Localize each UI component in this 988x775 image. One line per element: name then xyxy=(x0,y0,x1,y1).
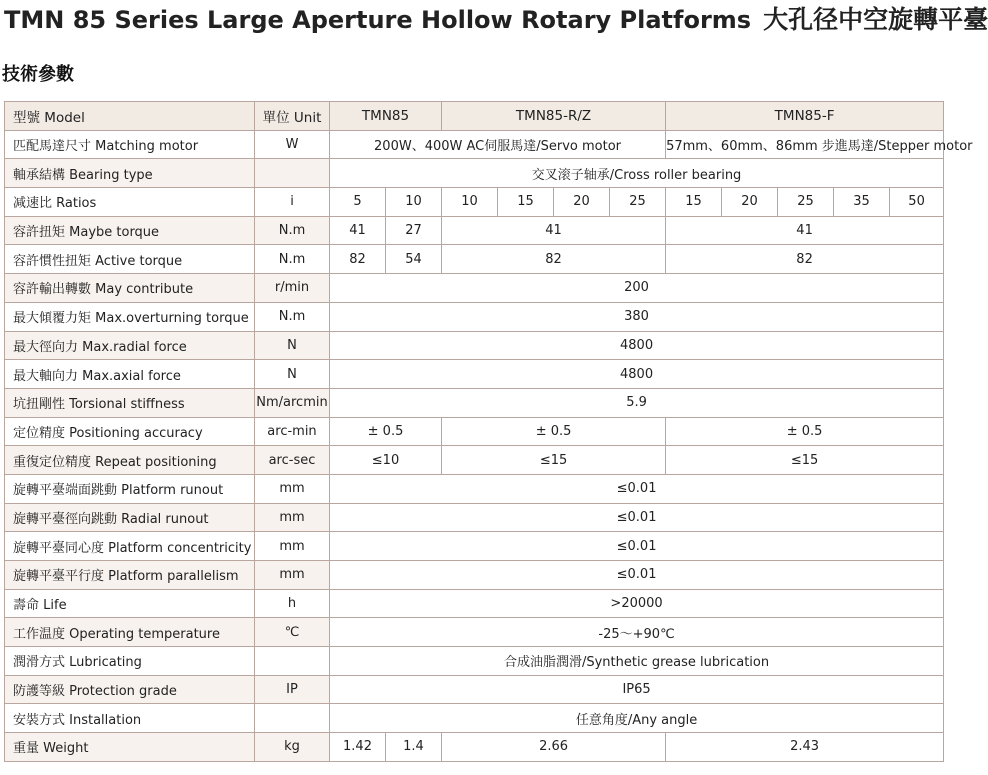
header-model: 型號 Model xyxy=(5,102,255,131)
row-label: 潤滑方式 Lubricating xyxy=(5,647,255,676)
row-unit: N.m xyxy=(255,245,330,274)
title-chinese: 大孔径中空旋轉平臺 xyxy=(763,5,988,34)
cell-value: 82 xyxy=(442,245,666,274)
cell-value: ≤0.01 xyxy=(330,503,944,532)
header-tmn85-f: TMN85-F xyxy=(666,102,944,131)
cell-ratio: 50 xyxy=(890,188,944,217)
page-title xyxy=(4,2,988,38)
table-row xyxy=(5,130,944,159)
cell-value: ≤15 xyxy=(442,446,666,475)
header-row xyxy=(5,102,944,131)
cell-ratio: 5 xyxy=(330,188,386,217)
cell-value: ≤10 xyxy=(330,446,442,475)
table-row xyxy=(5,532,944,561)
row-unit xyxy=(255,704,330,733)
row-label: 安裝方式 Installation xyxy=(5,704,255,733)
table-row xyxy=(5,216,944,245)
cell-value: 5.9 xyxy=(330,388,944,417)
row-label: 軸承結構 Bearing type xyxy=(5,159,255,188)
table-row xyxy=(5,159,944,188)
row-label: 减速比 Ratios xyxy=(5,188,255,217)
table-row xyxy=(5,704,944,733)
cell-value: 合成油脂潤滑/Synthetic grease lubrication xyxy=(330,647,944,676)
cell-value: ± 0.5 xyxy=(666,417,944,446)
cell-ratio: 35 xyxy=(834,188,890,217)
row-unit: IP xyxy=(255,675,330,704)
cell-ratio: 10 xyxy=(442,188,498,217)
row-unit: h xyxy=(255,589,330,618)
table-row xyxy=(5,245,944,274)
cell-value: 54 xyxy=(386,245,442,274)
table-row xyxy=(5,647,944,676)
table-row xyxy=(5,302,944,331)
cell-ratio: 15 xyxy=(666,188,722,217)
row-unit: mm xyxy=(255,474,330,503)
cell-value: ≤0.01 xyxy=(330,532,944,561)
spec-table xyxy=(4,101,973,762)
row-label: 防護等級 Protection grade xyxy=(5,675,255,704)
cell-value: ≤0.01 xyxy=(330,561,944,590)
table-row xyxy=(5,675,944,704)
row-label: 坑扭剛性 Torsional stiffness xyxy=(5,388,255,417)
cell-value: 4800 xyxy=(330,331,944,360)
table-row xyxy=(5,188,944,217)
row-unit xyxy=(255,159,330,188)
row-label: 重復定位精度 Repeat positioning xyxy=(5,446,255,475)
section-title: 技術參數 xyxy=(2,64,74,85)
cell-value: ≤0.01 xyxy=(330,474,944,503)
row-unit: N xyxy=(255,360,330,389)
cell-value: 1.4 xyxy=(386,733,442,762)
cell-ratio: 25 xyxy=(610,188,666,217)
cell-value: 380 xyxy=(330,302,944,331)
row-label: 重量 Weight xyxy=(5,733,255,762)
table-row xyxy=(5,360,944,389)
row-unit: N xyxy=(255,331,330,360)
cell-value: 2.66 xyxy=(442,733,666,762)
row-label: 旋轉平臺端面跳動 Platform runout xyxy=(5,474,255,503)
row-label: 旋轉平臺平行度 Platform parallelism xyxy=(5,561,255,590)
cell-ratio: 15 xyxy=(498,188,554,217)
table-row xyxy=(5,388,944,417)
cell-value: ± 0.5 xyxy=(442,417,666,446)
row-unit: W xyxy=(255,130,330,159)
table-row xyxy=(5,446,944,475)
cell-value: 82 xyxy=(666,245,944,274)
header-tmn85-rz: TMN85-R/Z xyxy=(442,102,666,131)
row-label: 容許輸出轉數 May contribute xyxy=(5,274,255,303)
table-row xyxy=(5,618,944,647)
row-label: 容許慣性扭矩 Active torque xyxy=(5,245,255,274)
cell-value: -25～+90℃ xyxy=(330,618,944,647)
row-label: 最大徑向力 Max.radial force xyxy=(5,331,255,360)
header-tmn85: TMN85 xyxy=(330,102,442,131)
row-label: 工作温度 Operating temperature xyxy=(5,618,255,647)
cell-value: 200 xyxy=(330,274,944,303)
row-unit: N.m xyxy=(255,216,330,245)
cell-ratio: 20 xyxy=(722,188,778,217)
row-label: 旋轉平臺同心度 Platform concentricity xyxy=(5,532,255,561)
cell-value: >20000 xyxy=(330,589,944,618)
table-row xyxy=(5,331,944,360)
cell-value: ± 0.5 xyxy=(330,417,442,446)
row-unit: mm xyxy=(255,503,330,532)
row-unit xyxy=(255,647,330,676)
cell-value: 2.43 xyxy=(666,733,944,762)
table-row xyxy=(5,474,944,503)
header-unit: 單位 Unit xyxy=(255,102,330,131)
cell-value: 41 xyxy=(442,216,666,245)
cell-value: 4800 xyxy=(330,360,944,389)
row-unit: kg xyxy=(255,733,330,762)
row-unit: arc-min xyxy=(255,417,330,446)
row-unit: i xyxy=(255,188,330,217)
table-row xyxy=(5,733,944,762)
row-unit: r/min xyxy=(255,274,330,303)
cell-ratio: 25 xyxy=(778,188,834,217)
table-row xyxy=(5,417,944,446)
table-row xyxy=(5,561,944,590)
title-english: TMN 85 Series Large Aperture Hollow Rotary Platforms xyxy=(4,6,752,34)
row-label: 定位精度 Positioning accuracy xyxy=(5,417,255,446)
table-row xyxy=(5,589,944,618)
row-label: 壽命 Life xyxy=(5,589,255,618)
cell-stepper-motor: 57mm、60mm、86mm 步進馬達/Stepper motor xyxy=(666,130,944,159)
cell-value: ≤15 xyxy=(666,446,944,475)
row-unit: Nm/arcmin xyxy=(255,388,330,417)
row-label: 最大傾覆力矩 Max.overturning torque xyxy=(5,302,255,331)
table-row xyxy=(5,503,944,532)
cell-value: 任意角度/Any angle xyxy=(330,704,944,733)
table-row xyxy=(5,274,944,303)
row-label: 最大軸向力 Max.axial force xyxy=(5,360,255,389)
cell-servo-motor: 200W、400W AC伺服馬達/Servo motor xyxy=(330,130,666,159)
cell-value: 41 xyxy=(330,216,386,245)
cell-value: 27 xyxy=(386,216,442,245)
cell-value: IP65 xyxy=(330,675,944,704)
cell-value: 82 xyxy=(330,245,386,274)
row-label: 匹配馬達尺寸 Matching motor xyxy=(5,130,255,159)
row-label: 容許扭矩 Maybe torque xyxy=(5,216,255,245)
cell-value: 41 xyxy=(666,216,944,245)
row-unit: mm xyxy=(255,561,330,590)
row-unit: mm xyxy=(255,532,330,561)
cell-ratio: 10 xyxy=(386,188,442,217)
row-unit: ℃ xyxy=(255,618,330,647)
cell-ratio: 20 xyxy=(554,188,610,217)
cell-value: 1.42 xyxy=(330,733,386,762)
row-unit: N.m xyxy=(255,302,330,331)
row-label: 旋轉平臺徑向跳動 Radial runout xyxy=(5,503,255,532)
row-unit: arc-sec xyxy=(255,446,330,475)
cell-value: 交叉滚子轴承/Cross roller bearing xyxy=(330,159,944,188)
